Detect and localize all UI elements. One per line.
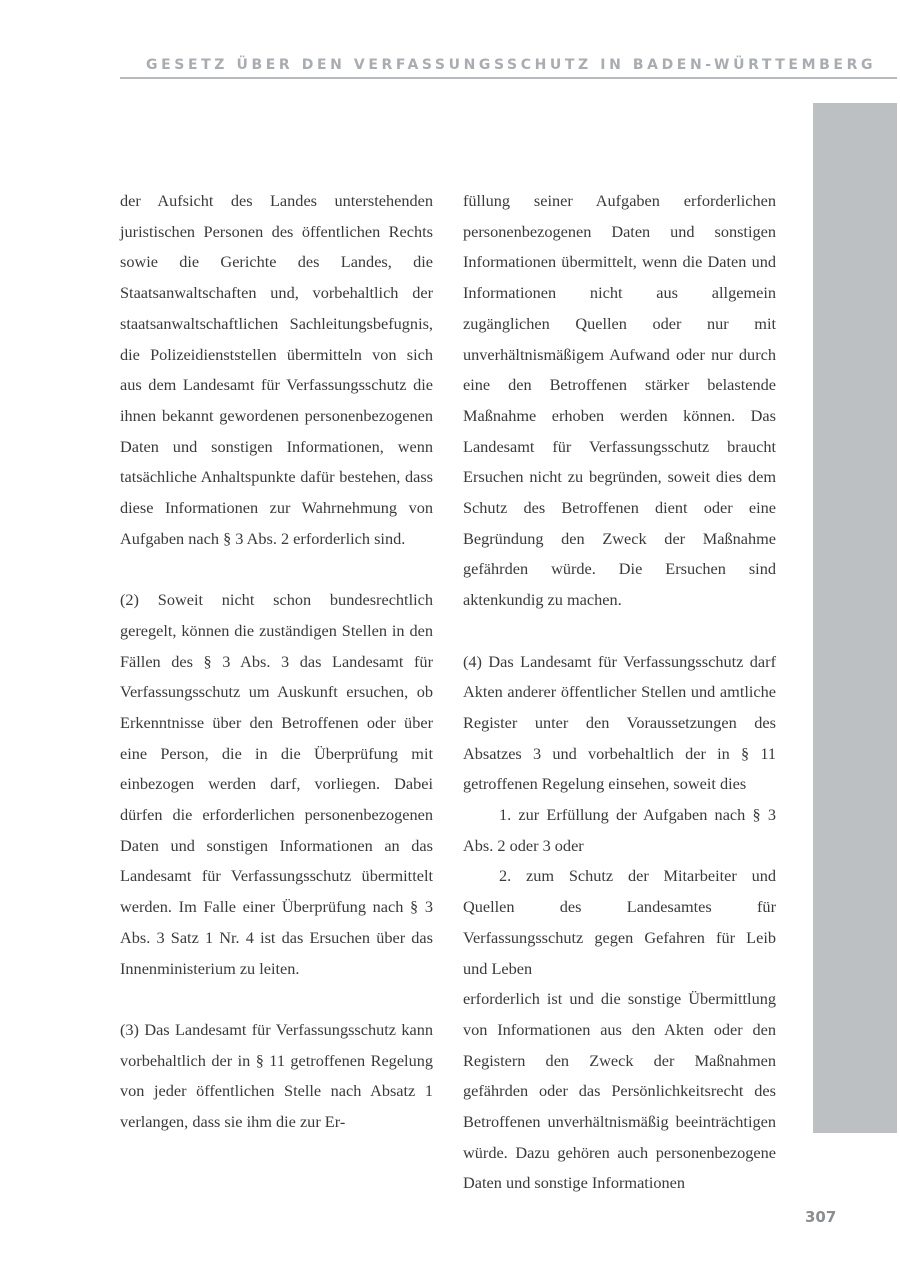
paragraph-3-continuation: füllung seiner Aufgaben erforderlichen personenbezogenen Daten und sonstigen Informationen übermittelt, wenn die Daten und Informationen nicht aus allgemein zugänglichen Quellen oder nur mit unverhältnismäßigem Aufwand oder nur durch eine den Betroffenen stärker belastende Maßnahme erhoben werden können. Das Landesamt für Verfassungsschutz braucht Ersuchen nicht zu begründen, soweit dies dem Schutz des Betroffenen dient oder eine Begründung den Zweck der Maßnahme gefährden würde. Die Ersuchen sind aktenkundig zu machen. [463, 191, 776, 610]
paragraph-4: (4) Das Landesamt für Verfassungsschutz darf Akten anderer öffentlicher Stellen und amtliche Register unter den Voraussetzungen des Absatzes 3 und vorbehaltlich der in § 11 getroffenen Regelung einsehen, soweit dies [463, 651, 776, 794]
side-margin-bar [813, 103, 897, 1133]
paragraph-continuation: der Aufsicht des Landes unterstehenden juristischen Personen des öffentlichen Rechts sowie die Gerichte des Landes, die Staatsanwaltschaften und, vorbehaltlich der staatsanwaltschaftlichen Sachleitungsbefugnis, die Polizeidienststellen übermitteln von sich aus dem Landesamt für Verfassungsschutz die ihnen bekannt gewordenen personenbezogenen Daten und sonstigen Informationen, wenn tatsächliche Anhaltspunkte dafür bestehen, dass diese Informationen zur Wahrnehmung von Aufgaben nach § 3 Abs. 2 erforderlich sind. [120, 191, 433, 548]
paragraph-4-continuation: erforderlich ist und die sonstige Übermittlung von Informationen aus den Akten oder den Registern den Zweck der Maßnahmen gefährden oder das Persönlichkeitsrecht des Betroffenen unverhältnismäßig beeinträchtigen würde. Dazu gehören auch personenbezogene Daten und sonstige Informationen [463, 989, 776, 1193]
paragraph-3: (3) Das Landesamt für Verfassungsschutz kann vorbehaltlich der in § 11 getroffenen Regelung von jeder öffentlichen Stelle nach Absatz 1 verlangen, dass sie ihm die zur Er- [120, 1019, 433, 1132]
running-header: GESETZ ÜBER DEN VERFASSUNGSSCHUTZ IN BADEN-WÜRTTEMBERG [146, 57, 877, 73]
list-item-2: 2. zum Schutz der Mitarbeiter und Quellen des Landesamtes für Verfassungsschutz gegen Gefahren für Leib und Leben [463, 866, 776, 978]
page-number: 307 [805, 1208, 837, 1226]
right-column [463, 186, 776, 1199]
paragraph-2: (2) Soweit nicht schon bundesrechtlich geregelt, können die zuständigen Stellen in den Fällen des § 3 Abs. 3 das Landesamt für Verfassungsschutz um Auskunft ersuchen, ob Erkenntnisse über den Betroffenen oder über eine Person, die in die Überprüfung mit einbezogen werden darf, vorliegen. Dabei dürfen die erforderlichen personenbezogenen Daten und sonstigen Informationen an das Landesamt für Verfassungsschutz übermittelt werden. Im Falle einer Überprüfung nach § 3 Abs. 3 Satz 1 Nr. 4 ist das Ersuchen über das Innenministerium zu leiten. [120, 590, 433, 978]
header-rule [120, 77, 897, 79]
left-column [120, 186, 433, 1138]
list-item-1: 1. zur Erfüllung der Aufgaben nach § 3 Abs. 2 oder 3 oder [463, 805, 776, 855]
